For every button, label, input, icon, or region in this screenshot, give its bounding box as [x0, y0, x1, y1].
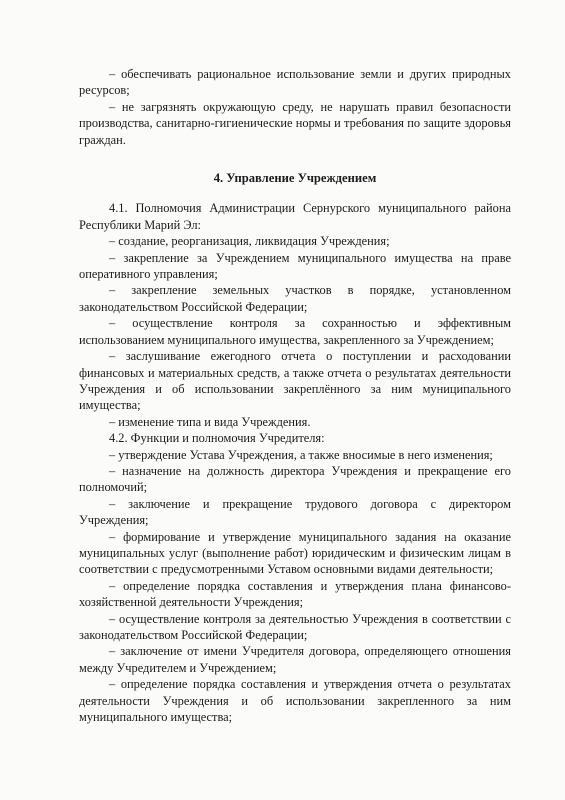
list-item: – осуществление контроля за сохранностью и эффективным использованием муниципального имущества, закрепленного за Учреждением; — [79, 316, 511, 347]
list-item: – заключение от имени Учредителя договора, определяющего отношения между Учредителем и Учреждением; — [79, 644, 511, 675]
list-item: – формирование и утверждение муниципального задания на оказание муниципальных услуг (выполнение работ) юридическим и физическим лицам в соответствии с предусмотренными Уставом основными видами деятельности; — [79, 529, 511, 577]
list-item: – определение порядка составления и утверждения отчета о результатах деятельности Учреждения и об использовании закрепленного за ним муниципального имущества; — [79, 677, 511, 725]
section-heading: 4. Управление Учреждением — [213, 171, 377, 186]
section-4-2-title: 4.2. Функции и полномочия Учредителя: — [109, 431, 325, 446]
intro-paragraph: – не загрязнять окружающую среду, не нарушать правил безопасности производства, санитарно-гигиенические нормы и требования по защите здоровья граждан. — [79, 99, 511, 147]
list-item: – осуществление контроля за деятельностью Учреждения в соответствии с законодательством Российской Федерации; — [79, 611, 511, 642]
list-item: – определение порядка составления и утверждения плана финансово-хозяйственной деятельности Учреждения; — [79, 578, 511, 610]
list-item: – заслушивание ежегодного отчета о поступлении и расходовании финансовых и материальных средств, а также отчета о результатах деятельности Учреждения и об использовании закреплённого за ним муниципального имущества; — [79, 349, 511, 413]
list-item: – закрепление земельных участков в порядке, установленном законодательством Российской Федерации; — [79, 283, 511, 314]
list-item: – заключение и прекращение трудового договора с директором Учреждения; — [79, 496, 511, 528]
list-item: – изменение типа и вида Учреждения. — [109, 414, 311, 429]
list-item: – закрепление за Учреждением муниципального имущества на праве оперативного управления; — [79, 250, 511, 282]
section-4-1-title: 4.1. Полномочия Администрации Сернурского муниципального района Республики Марий Эл: — [79, 201, 511, 232]
intro-paragraph: – обеспечивать рациональное использование земли и других природных ресурсов; — [79, 67, 511, 98]
list-item: – создание, реорганизация, ликвидация Учреждения; — [109, 234, 390, 249]
list-item: – утверждение Устава Учреждения, а также вносимые в него изменения; — [109, 447, 493, 462]
list-item: – назначение на должность директора Учреждения и прекращение его полномочий; — [79, 463, 511, 495]
